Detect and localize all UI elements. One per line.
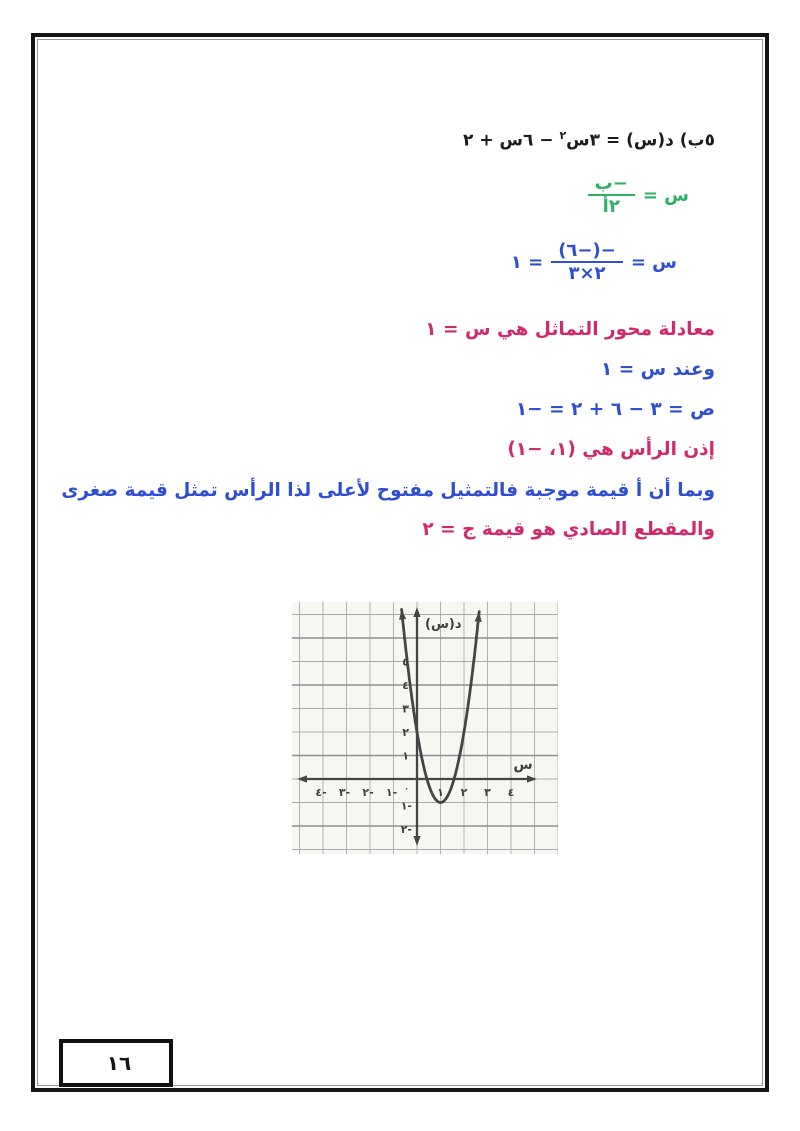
y-tick-label: ٥ xyxy=(402,655,409,669)
axis-of-symmetry-formula xyxy=(588,173,689,217)
y-tick-label: ٢ xyxy=(402,726,409,739)
y-tick-label: ٣ xyxy=(402,702,409,716)
y-tick-label: ٤ xyxy=(402,679,409,692)
y-axis-label: د(س) xyxy=(425,617,462,632)
fraction-numerator: −(−٦) xyxy=(551,240,623,263)
formula-fraction xyxy=(588,173,635,217)
substitution-fraction xyxy=(551,240,623,284)
x-axis-label: س xyxy=(513,757,533,773)
solution-line-y-intercept: والمقطع الصادي هو قيمة ج = ٢ xyxy=(422,519,715,540)
x-tick-label: ١- xyxy=(385,786,398,799)
equation-exponent: ٢ xyxy=(559,129,567,142)
function-definition-equation xyxy=(463,129,715,151)
fraction-denominator: ٢أ xyxy=(602,196,620,218)
solution-line-vertex: إذن الرأس هي (١، −١) xyxy=(507,439,715,460)
solution-line-at-x: وعند س = ١ xyxy=(600,359,715,380)
x-tick-label: ٣ xyxy=(484,786,491,799)
solution-line-axis-equation: معادلة محور التماثل هي س = ١ xyxy=(425,319,715,340)
fraction-denominator: ٢×٣ xyxy=(568,263,606,285)
page-number-box xyxy=(59,1039,173,1087)
parabola-graph xyxy=(292,602,558,854)
x-tick-label: ١ xyxy=(437,786,444,799)
equation-suffix: − ٦س + ٢ xyxy=(463,130,560,151)
y-tick-label: ٢- xyxy=(400,823,412,836)
y-tick-label: ١- xyxy=(400,799,412,813)
function-graph-svg xyxy=(292,602,558,854)
equation-prefix: ٥ب) د(س) = ٣س xyxy=(566,130,715,151)
solution-line-minimum-reasoning: وبما أن أ قيمة موجبة فالتمثيل مفتوح لأعلى لذا الرأس تمثل قيمة صغرى xyxy=(61,480,715,501)
substitution-result: = ١ xyxy=(510,251,544,273)
formula-lhs: س = xyxy=(642,184,689,206)
origin-label: ٠ xyxy=(404,784,409,793)
x-tick-label: ٢- xyxy=(362,786,374,799)
substitution-lhs: س = xyxy=(630,251,677,273)
y-tick-label: ١ xyxy=(402,749,409,763)
page-frame xyxy=(31,33,769,1092)
x-tick-label: ٢ xyxy=(460,786,468,799)
fraction-numerator: −ب xyxy=(588,173,635,196)
page-number: ١٦ xyxy=(106,1051,132,1075)
x-tick-label: ٣- xyxy=(338,786,351,799)
solution-line-y-computation: ص = ٣ − ٦ + ٢ = −١ xyxy=(515,399,715,420)
axis-of-symmetry-substitution xyxy=(511,240,677,284)
graph-paper xyxy=(292,602,558,854)
x-tick-label: ٤ xyxy=(507,786,515,799)
x-tick-label: ٤- xyxy=(315,786,327,799)
